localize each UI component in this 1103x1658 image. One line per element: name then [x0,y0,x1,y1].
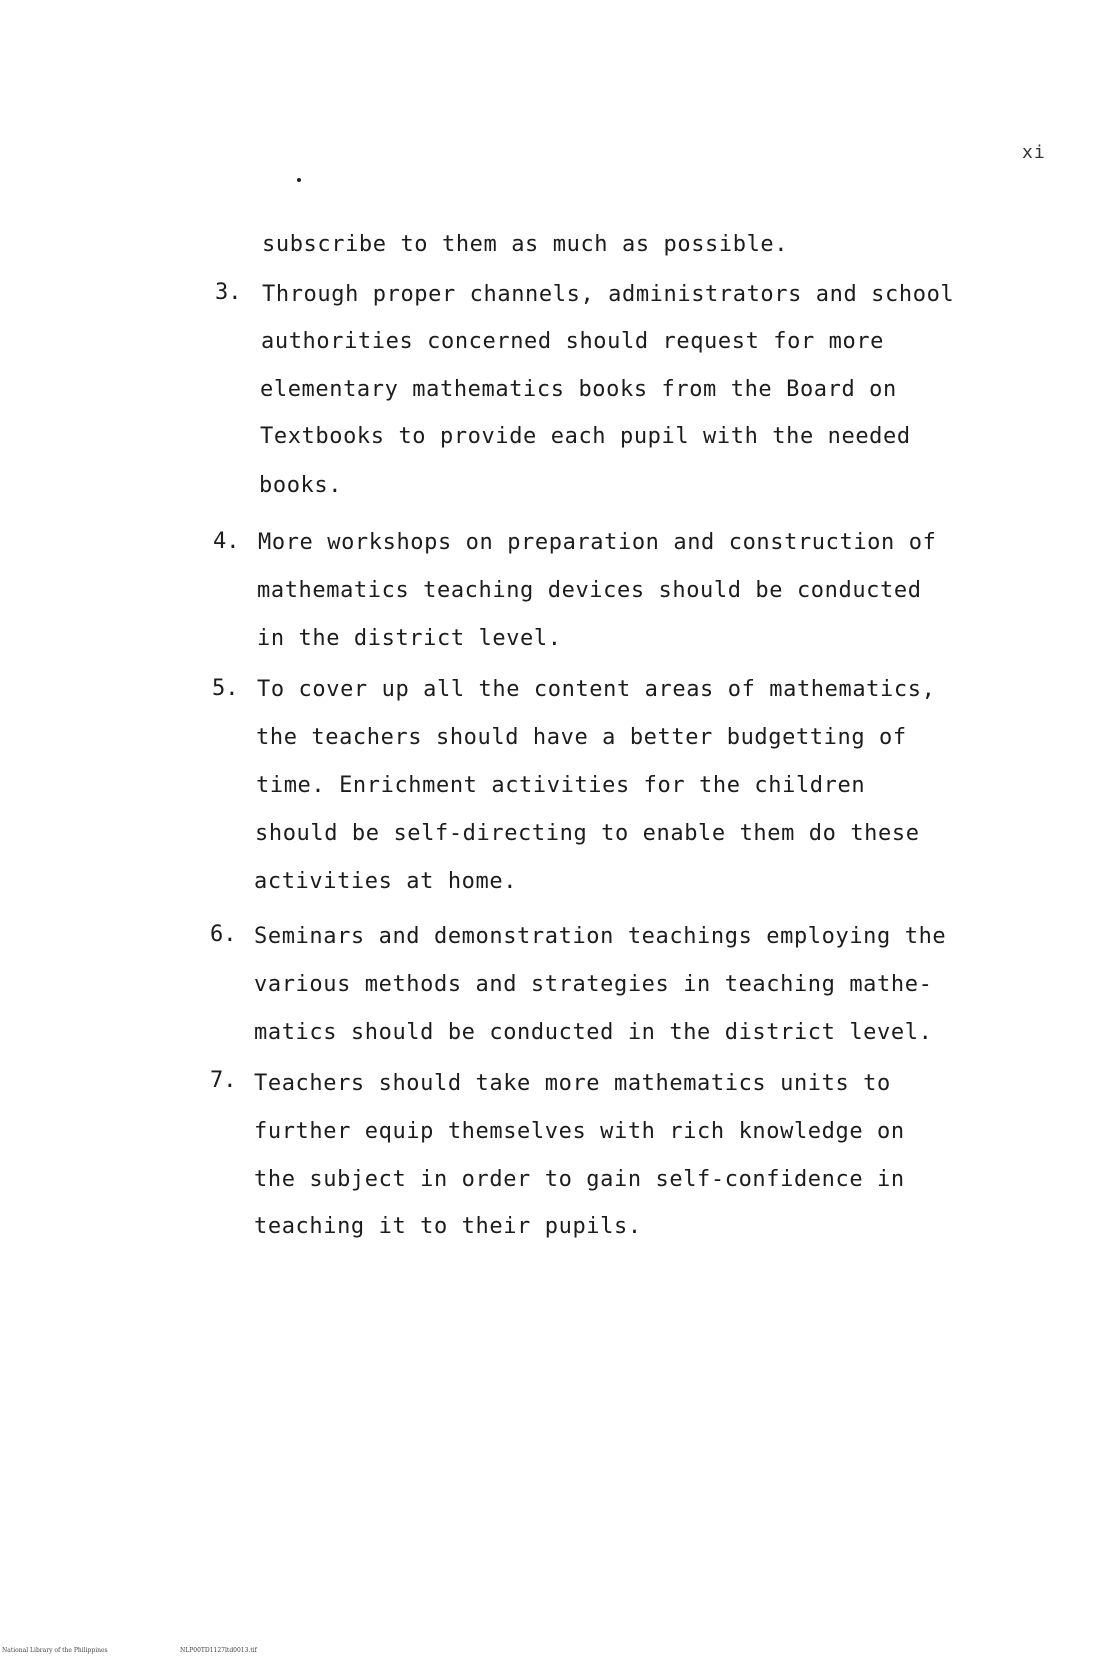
item-number: 6. [210,922,237,947]
item-line: To cover up all the content areas of mathematics, [257,677,936,702]
item-line: authorities concerned should request for more [261,329,885,354]
item-number: 5. [212,676,239,701]
item-line: Textbooks to provide each pupil with the needed [260,424,911,449]
item-line: matics should be conducted in the district level. [254,1020,933,1045]
page-number: xi [1022,142,1046,163]
item-line: mathematics teaching devices should be conducted [257,578,922,603]
item-line: teaching it to their pupils. [254,1214,642,1239]
intro-line: subscribe to them as much as possible. [262,232,789,257]
item-line: various methods and strategies in teaching mathe- [254,972,933,997]
item-line: elementary mathematics books from the Board on [260,377,897,402]
item-line: time. Enrichment activities for the children [256,773,866,798]
item-line: Teachers should take more mathematics units to [254,1071,891,1096]
item-line: More workshops on preparation and construction of [258,530,937,555]
item-line: should be self-directing to enable them do these [255,821,920,846]
item-number: 3. [215,280,242,305]
item-line: in the district level. [257,626,562,651]
item-line: further equip themselves with rich knowledge on [254,1119,905,1144]
item-line: the subject in order to gain self-confidence in [254,1167,905,1192]
footer-library: National Library of the Philippines [2,1647,108,1654]
item-line: the teachers should have a better budgetting of [256,725,907,750]
stray-mark [297,178,301,182]
item-number: 7. [210,1068,237,1093]
item-line: books. [259,473,343,498]
item-line: activities at home. [254,869,518,894]
footer-file-id: NLP00TD1127ltd0013.tif [180,1647,257,1654]
item-line: Through proper channels, administrators and school [262,282,955,307]
item-line: Seminars and demonstration teachings employing the [254,924,947,949]
item-number: 4. [213,529,240,554]
